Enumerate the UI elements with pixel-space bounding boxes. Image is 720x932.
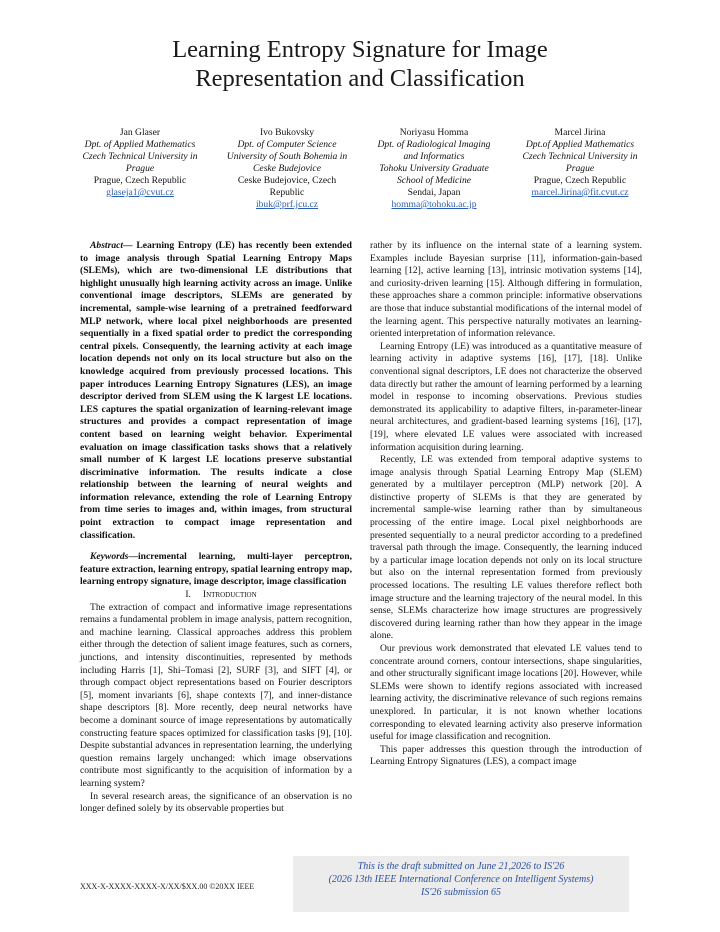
keywords-label: Keywords: [90, 551, 129, 563]
section-number: I.: [185, 589, 191, 601]
draft-line-1: This is the draft submitted on June 21,2026 to IS'26: [357, 861, 565, 872]
author-affiliation: Dpt. of Applied Mathematics: [84, 139, 196, 150]
author-affiliation: Dpt. of Computer Science: [237, 139, 337, 150]
left-column: [80, 240, 352, 816]
author-location: Ceske Budejovice, Czech: [237, 175, 337, 186]
author-2: [217, 127, 357, 211]
body-paragraph: Learning Entropy (LE) was introduced as a quantitative measure of learning activity in adaptive systems [16], [17], [18]. Unlike conventional signal descriptors, LE does not characterize the observed data directly but rather the amount of learning performed by a learning model in response to incoming observations. Previous studies demonstrated its applicability to adaptive filters, in-parameter-linear neural architectures, and gradient-based learning systems [16], [17], [19], where elevated LE values were associated with increased information acquisition during learning.: [370, 340, 642, 453]
draft-line-3: IS'26 submission 65: [421, 887, 501, 898]
author-affiliation: University of South Bohemia in: [226, 151, 348, 162]
author-affiliation: and Informatics: [403, 151, 465, 162]
body-paragraph: In several research areas, the significance of an observation is no longer defined solely by its observable properties but: [80, 790, 352, 815]
author-affiliation: School of Medicine: [396, 175, 472, 186]
author-4: [510, 127, 650, 199]
body-paragraph: rather by its influence on the internal state of a learning system. Examples include Bayesian surprise [11], information-gain-based learning [12], active learning [13], intrinsic motivation systems [14], and curiosity-driven learning [15]. Although differing in formulation, these approaches share a common principle: informative observations are those that induce substantial modifications of the internal model of the learning agent. This perspective naturally motivates an learning-oriented interpretation of information relevance.: [370, 240, 642, 340]
title-line-2: Representation and Classification: [195, 65, 525, 92]
body-paragraph: Our previous work demonstrated that elevated LE values tend to concentrate around corners, contour intersections, shape singularities, and other structurally significant image locations [20]. However, while SLEMs were shown to identify regions associated with increased learning activity, the discriminative relevance of such regions remains unexplored. In particular, it is not known whether locations corresponding to elevated learning activity also preserve information useful for image classification and recognition.: [370, 643, 642, 743]
draft-notice-box: [293, 856, 629, 912]
keywords: [80, 551, 352, 589]
author-affiliation: Prague: [565, 163, 595, 174]
author-email-link[interactable]: marcel.Jirina@fit.cvut.cz: [531, 187, 629, 198]
author-email-link[interactable]: ibuk@prf.jcu.cz: [255, 199, 319, 210]
author-affiliation: Czech Technical University in: [82, 151, 198, 162]
author-name: Jan Glaser: [119, 127, 161, 138]
author-location: Republic: [269, 187, 305, 198]
abstract: [80, 240, 352, 542]
author-3: [364, 127, 504, 211]
author-location: Sendai, Japan: [407, 187, 461, 198]
section-heading-introduction: [80, 589, 352, 602]
author-block: [70, 127, 650, 227]
author-affiliation: Dpt. of Radiological Imaging: [377, 139, 491, 150]
author-affiliation: Czech Technical University in: [522, 151, 638, 162]
author-location: Prague, Czech Republic: [533, 175, 627, 186]
author-affiliation: Tohoku University Graduate: [379, 163, 489, 174]
author-name: Noriyasu Homma: [399, 127, 469, 138]
author-affiliation: Prague: [125, 163, 155, 174]
author-affiliation: Ceske Budejovice: [253, 163, 321, 174]
author-name: Marcel Jirina: [554, 127, 606, 138]
author-email-link[interactable]: glaseja1@cvut.cz: [106, 187, 174, 198]
keywords-text: —incremental learning, multi-layer perceptron, feature extraction, learning entropy, spatial learning entropy map, learning entropy signature, image descriptor, image classification: [80, 551, 352, 588]
author-1: [70, 127, 210, 199]
paper-title: [60, 35, 660, 93]
right-column: [370, 240, 642, 769]
draft-line-2: (2026 13th IEEE International Conference on Intelligent Systems): [328, 874, 594, 885]
author-affiliation: Dpt.of Applied Mathematics: [525, 139, 635, 150]
author-email-link[interactable]: homma@tohoku.ac.jp: [391, 199, 477, 210]
body-paragraph: This paper addresses this question through the introduction of Learning Entropy Signatures (LES), a compact image: [370, 743, 642, 768]
section-title: Introduction: [202, 589, 257, 601]
author-location: Prague, Czech Republic: [93, 175, 187, 186]
title-line-1: Learning Entropy Signature for Image: [172, 36, 548, 63]
abstract-label: Abstract—: [90, 240, 133, 251]
copyright-notice: XXX-X-XXXX-XXXX-X/XX/$XX.00 ©20XX IEEE: [80, 882, 255, 891]
abstract-text: Learning Entropy (LE) has recently been extended to image analysis through Spatial Learning Entropy Maps (SLEMs), which are two-dimensional LE distributions that highlight unusually high learning activity across an image. Unlike conventional image descriptors, SLEMs are generated by incremental, sample-wise learning of a pretrained feedforward MLP network, where local pixel neighborhoods are presented sequentially in a fixed spatial order to predict the corresponding central pixels. Consequently, the learning activity at each image location depends not only on its local structure but also on the knowledge acquired from previously processed locations. This paper introduces Learning Entropy Signatures (LES), an image descriptor derived from SLEM using the K largest LE locations. LES captures the spatial organization of learning-relevant image structures and provides a compact representation of image content based on learning weight behavior. Experimental evaluation on image classification tasks shows that a relatively small number of K largest LE locations preserve substantial discriminative information. The results indicate a close relationship between the learning of neural weights and information relevance, extending the role of Learning Entropy from time series to images and, within images, from structural point extraction to compact image representation and classification.: [80, 240, 352, 541]
author-name: Ivo Bukovsky: [259, 127, 315, 138]
body-paragraph: Recently, LE was extended from temporal adaptive systems to image analysis through Spatial Learning Entropy Map (SLEM) generated by a multilayer perceptron (MLP) network [20]. A distinctive property of SLEMs is that they are generated by incremental sample-wise learning rather than by simultaneous processing of the entire image. Local pixel neighborhoods are presented sequentially to a neural predictor according to a predefined traversal path through the image. Consequently, the learning induced by a particular image location depends not only on its local structure but also on the internal representation formed from previously processed locations. The resulting LE values therefore reflect both image structure and the learning trajectory of the neural model. In this sense, SLEMs characterize how image structures are progressively discovered during learning rather than how they appear in the image alone.: [370, 454, 642, 642]
body-paragraph: The extraction of compact and informative image representations remains a fundamental problem in image analysis, pattern recognition, and machine learning. Classical approaches address this problem either through the detection of salient image features, such as corners, junctions, and intensity discontinuities, represented by methods including Harris [1], Shi–Tomasi [2], SURF [3], and SIFT [4], or through compact object representations based on Fourier descriptors [5], moment invariants [6], shape contexts [7], and inner-distance shape descriptors [8]. More recently, deep neural networks have become a dominant source of image representations by automatically constructing feature spaces optimized for classification tasks [9], [10]. Despite substantial advances in representation learning, the underlying question remains largely unchanged: which image observations contribute most significantly to the acquisition of information by a learning system?: [80, 601, 352, 789]
